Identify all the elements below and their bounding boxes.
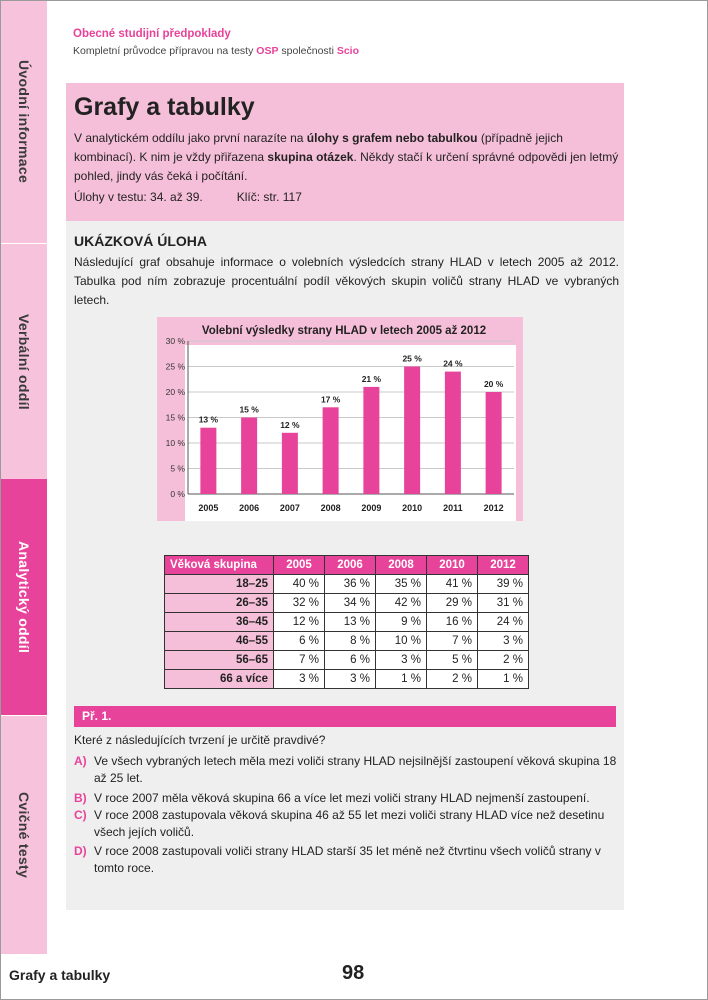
option-letter: D) xyxy=(74,844,87,858)
sidebar xyxy=(1,1,47,953)
bar-2009 xyxy=(363,387,379,494)
table-cell: 3 % xyxy=(376,651,427,670)
table-cell: 3 % xyxy=(478,632,529,651)
bar-2006 xyxy=(241,418,257,495)
y-tick-label: 25 % xyxy=(165,361,185,372)
y-tick-label: 30 % xyxy=(165,336,185,346)
table-header: 2005 xyxy=(274,556,325,575)
table-cell: 29 % xyxy=(427,594,478,613)
table-cell: 10 % xyxy=(376,632,427,651)
chart-title: Volební výsledky strany HLAD v letech 2005 až 2012 xyxy=(201,325,487,337)
table-header-row xyxy=(165,556,529,575)
table-row xyxy=(165,594,529,613)
x-tick-label: 2009 xyxy=(361,503,382,513)
answer-option-d[interactable] xyxy=(74,843,619,877)
table-cell: 16 % xyxy=(427,613,478,632)
table-cell: 24 % xyxy=(478,613,529,632)
table-cell: 3 % xyxy=(274,670,325,689)
table-cell: 40 % xyxy=(274,575,325,594)
answer-option-c[interactable] xyxy=(74,807,619,841)
subtitle-text: Kompletní průvodce přípravou na testy xyxy=(73,45,257,57)
table-cell-group: 36–45 xyxy=(165,613,274,632)
bar-2005 xyxy=(200,428,216,494)
table-cell: 41 % xyxy=(427,575,478,594)
table-cell-group: 26–35 xyxy=(165,594,274,613)
table-cell: 7 % xyxy=(274,651,325,670)
x-tick-label: 2011 xyxy=(443,503,463,513)
x-tick-label: 2007 xyxy=(279,503,300,513)
table-cell: 34 % xyxy=(325,594,376,613)
table-cell: 31 % xyxy=(478,594,529,613)
table-cell: 13 % xyxy=(325,613,376,632)
table-header: 2008 xyxy=(376,556,427,575)
bar-2007 xyxy=(282,433,298,494)
data-label: 21 % xyxy=(361,373,382,384)
table-row xyxy=(165,651,529,670)
y-tick-label: 10 % xyxy=(165,438,185,448)
table-row xyxy=(165,632,529,651)
bar-chart-svg xyxy=(157,317,523,521)
table-cell-group: 46–55 xyxy=(165,632,274,651)
table-cell: 36 % xyxy=(325,575,376,594)
page-title: Grafy a tabulky xyxy=(74,93,255,121)
data-label: 15 % xyxy=(239,404,259,415)
y-tick-label: 0 % xyxy=(170,489,185,499)
table-cell: 35 % xyxy=(376,575,427,594)
sample-heading: UKÁZKOVÁ ÚLOHA xyxy=(74,233,207,249)
data-label: 12 % xyxy=(280,419,300,430)
option-letter: A) xyxy=(74,754,87,768)
data-label: 13 % xyxy=(198,414,219,425)
table-row xyxy=(165,575,529,594)
table-cell-group: 56–65 xyxy=(165,651,274,670)
data-label: 20 % xyxy=(483,379,504,389)
table-cell: 39 % xyxy=(478,575,529,594)
answer-key-ref: Klíč: str. 117 xyxy=(236,190,302,204)
sidebar-item-label: Verbální oddíl xyxy=(16,314,32,410)
table-header: Věková skupina xyxy=(165,556,274,575)
table-cell: 9 % xyxy=(376,613,427,632)
table-cell-group: 18–25 xyxy=(165,575,274,594)
bar-chart xyxy=(157,317,523,521)
age-group-table xyxy=(164,555,529,689)
answer-option-a[interactable] xyxy=(74,753,619,787)
option-text: V roce 2008 zastupovala věková skupina 46 až 55 let mezi voliči strany HLAD více než desetinu všech jejích voličů. xyxy=(94,808,605,839)
table-cell: 32 % xyxy=(274,594,325,613)
answer-option-b[interactable] xyxy=(74,790,619,807)
intro-meta xyxy=(74,188,619,207)
table-cell: 2 % xyxy=(478,651,529,670)
table-cell: 6 % xyxy=(274,632,325,651)
table-cell: 5 % xyxy=(427,651,478,670)
sidebar-item-verbalni-oddil[interactable] xyxy=(1,243,47,480)
book-subtitle xyxy=(73,45,359,57)
table-cell: 12 % xyxy=(274,613,325,632)
x-tick-label: 2008 xyxy=(320,503,341,513)
option-text: V roce 2007 měla věková skupina 66 a více let mezi voliči strany HLAD nejmenší zastoupení. xyxy=(94,791,590,805)
tasks-range: Úlohy v testu: 34. až 39. xyxy=(74,190,203,204)
book-title: Obecné studijní předpoklady xyxy=(73,28,231,40)
table-cell: 1 % xyxy=(478,670,529,689)
option-letter: C) xyxy=(74,808,87,822)
data-label: 24 % xyxy=(443,358,463,369)
subtitle-text-middle: společnosti xyxy=(278,45,337,57)
intro-text xyxy=(74,129,619,207)
table-cell: 1 % xyxy=(376,670,427,689)
subtitle-scio: Scio xyxy=(336,45,360,57)
table-row xyxy=(165,613,529,632)
table-header: 2012 xyxy=(478,556,529,575)
sample-description: Následující graf obsahuje informace o volebních výsledcích strany HLAD v letech 2005 až 2012. Tabulka pod ním zobrazuje procentuální podíl věkových skupin voličů strany HLAD ve vybraných letech. xyxy=(74,255,619,307)
exercise-question: Které z následujících tvrzení je určitě pravdivé? xyxy=(74,733,326,747)
option-text: V roce 2008 zastupovali voliči strany HLAD starší 35 let méně než čtvrtinu všech voličů strany v tomto roce. xyxy=(94,844,601,875)
bar-2010 xyxy=(404,367,420,495)
option-letter: B) xyxy=(74,791,87,805)
intro-text-3: . Někdy stačí k určení správné odpovědi jen letmý pohled, jindy vás čeká i počítání. xyxy=(74,150,619,183)
sidebar-item-uvodni-informace[interactable] xyxy=(1,1,47,243)
sidebar-item-label: Cvičné testy xyxy=(16,791,32,879)
exercise-bar xyxy=(74,706,616,727)
bar-2012 xyxy=(486,392,502,494)
intro-text-2: (případně jejich kombinací). K nim je vždy přiřazena xyxy=(74,131,563,164)
chart-plot-background xyxy=(185,345,516,521)
y-tick-label: 20 % xyxy=(165,387,185,397)
y-tick-label: 5 % xyxy=(170,463,185,474)
x-tick-label: 2006 xyxy=(239,503,260,513)
page-number: 98 xyxy=(342,962,365,984)
sidebar-item-label: Úvodní informace xyxy=(16,60,32,184)
subtitle-osp: OSP xyxy=(256,45,279,57)
bar-2008 xyxy=(323,407,339,494)
sidebar-item-analyticky-oddil[interactable] xyxy=(1,479,47,715)
intro-bold-2: skupina otázek xyxy=(267,150,354,164)
intro-text-1: V analytickém oddílu jako první narazíte na xyxy=(74,131,307,145)
table-cell: 7 % xyxy=(427,632,478,651)
table-cell: 42 % xyxy=(376,594,427,613)
x-tick-label: 2010 xyxy=(402,503,423,513)
table-cell: 3 % xyxy=(325,670,376,689)
table-header: 2010 xyxy=(427,556,478,575)
table-cell: 8 % xyxy=(325,632,376,651)
exercise-label: Př. 1. xyxy=(82,709,112,723)
x-tick-label: 2005 xyxy=(198,503,219,513)
x-tick-label: 2012 xyxy=(483,503,504,513)
table-cell-group: 66 a více xyxy=(165,670,274,689)
footer-section-name: Grafy a tabulky xyxy=(9,967,111,983)
sidebar-item-label: Analytický oddíl xyxy=(16,540,32,654)
data-label: 17 % xyxy=(320,394,341,405)
intro-bold-1: úlohy s grafem nebo tabulkou xyxy=(306,131,478,145)
data-label: 25 % xyxy=(402,353,422,364)
table-cell: 6 % xyxy=(325,651,376,670)
bar-2011 xyxy=(445,372,461,494)
option-text: Ve všech vybraných letech měla mezi voliči strany HLAD nejsilnější zastoupení věková skupina 18 až 25 let. xyxy=(94,754,617,785)
table-row xyxy=(165,670,529,689)
sidebar-item-cvicne-testy[interactable] xyxy=(1,715,47,954)
y-tick-label: 15 % xyxy=(165,412,185,423)
table-cell: 2 % xyxy=(427,670,478,689)
table-header: 2006 xyxy=(325,556,376,575)
